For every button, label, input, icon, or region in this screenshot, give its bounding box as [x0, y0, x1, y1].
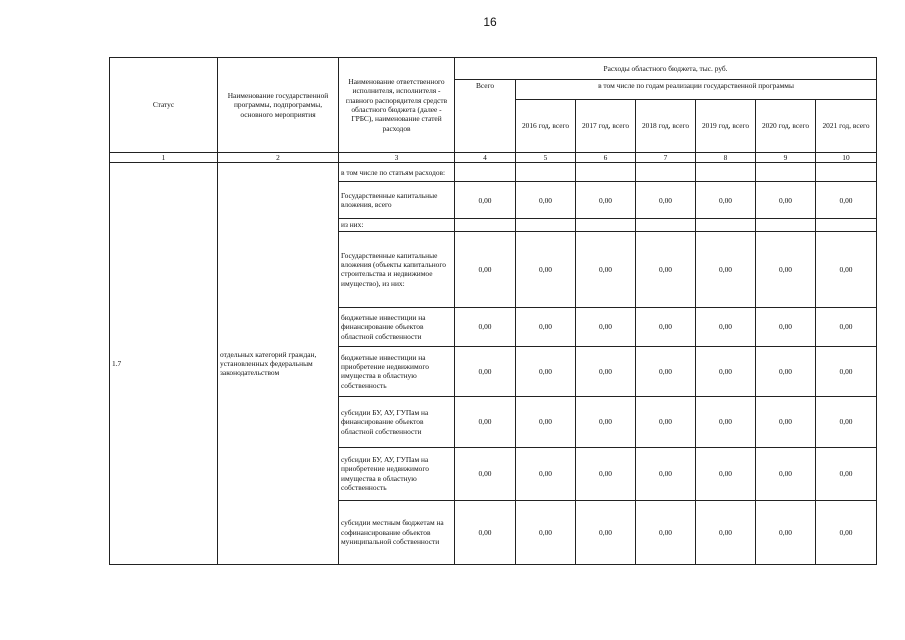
header-responsible: Наименование ответственного исполнителя, исполнителя - главного распорядителя средств областного бюджета (далее - ГРБС), наименование статей расходов — [339, 58, 455, 153]
column-number: 1 — [110, 153, 218, 163]
row-value-2019 — [696, 219, 756, 231]
row-value-2016: 0,00 — [516, 307, 576, 346]
row-value-2018 — [636, 219, 696, 231]
column-number: 3 — [339, 153, 455, 163]
row-value-2017 — [576, 163, 636, 182]
table-row — [110, 163, 877, 182]
row-value-total — [455, 163, 516, 182]
row-value-total: 0,00 — [455, 182, 516, 219]
column-number: 9 — [756, 153, 816, 163]
row-value-total: 0,00 — [455, 231, 516, 307]
row-label: Государственные капитальные вложения, всего — [339, 182, 455, 219]
column-number: 7 — [636, 153, 696, 163]
row-value-2018: 0,00 — [636, 396, 696, 447]
row-value-2020: 0,00 — [756, 231, 816, 307]
row-value-2021: 0,00 — [816, 447, 877, 500]
row-value-2017: 0,00 — [576, 182, 636, 219]
row-value-2021: 0,00 — [816, 396, 877, 447]
row-value-2017: 0,00 — [576, 447, 636, 500]
row-value-total: 0,00 — [455, 500, 516, 564]
row-value-2016: 0,00 — [516, 182, 576, 219]
header-total: Всего — [455, 80, 516, 153]
header-years-group: в том числе по годам реализации государственной программы — [516, 80, 877, 100]
row-value-2020: 0,00 — [756, 307, 816, 346]
column-number: 8 — [696, 153, 756, 163]
header-year-2016: 2016 год, всего — [516, 100, 576, 153]
header-year-2020: 2020 год, всего — [756, 100, 816, 153]
row-value-total: 0,00 — [455, 346, 516, 396]
header-year-2017: 2017 год, всего — [576, 100, 636, 153]
row-value-2021: 0,00 — [816, 231, 877, 307]
row-label: Государственные капитальные вложения (объекты капитального строительства и недвижимое имущество), из них: — [339, 231, 455, 307]
column-number: 2 — [218, 153, 339, 163]
row-value-2020: 0,00 — [756, 447, 816, 500]
row-value-2020: 0,00 — [756, 500, 816, 564]
row-value-2018: 0,00 — [636, 307, 696, 346]
row-value-2019: 0,00 — [696, 500, 756, 564]
row-value-2016: 0,00 — [516, 500, 576, 564]
row-value-2017: 0,00 — [576, 346, 636, 396]
row-value-total — [455, 219, 516, 231]
header-budget-group: Расходы областного бюджета, тыс. руб. — [455, 58, 877, 80]
row-label: в том числе по статьям расходов: — [339, 163, 455, 182]
row-value-2016 — [516, 219, 576, 231]
row-value-total: 0,00 — [455, 447, 516, 500]
row-value-2018 — [636, 163, 696, 182]
column-number: 4 — [455, 153, 516, 163]
page-number: 16 — [483, 15, 497, 29]
row-value-2020 — [756, 163, 816, 182]
row-value-2017: 0,00 — [576, 396, 636, 447]
block-name: отдельных категорий граждан, установленных федеральным законодательством — [218, 163, 339, 564]
row-value-2016: 0,00 — [516, 231, 576, 307]
column-numbers-row — [110, 153, 877, 163]
row-value-2018: 0,00 — [636, 182, 696, 219]
row-value-2019: 0,00 — [696, 231, 756, 307]
row-value-2021 — [816, 219, 877, 231]
row-label: субсидии местным бюджетам на софинансирование объектов муниципальной собственности — [339, 500, 455, 564]
row-value-2019: 0,00 — [696, 182, 756, 219]
row-value-2021: 0,00 — [816, 500, 877, 564]
column-number: 5 — [516, 153, 576, 163]
row-value-2019: 0,00 — [696, 346, 756, 396]
header-year-2021: 2021 год, всего — [816, 100, 877, 153]
row-value-2018: 0,00 — [636, 447, 696, 500]
row-value-2021 — [816, 163, 877, 182]
row-value-2019: 0,00 — [696, 396, 756, 447]
header-year-2018: 2018 год, всего — [636, 100, 696, 153]
row-value-2016: 0,00 — [516, 346, 576, 396]
row-value-2021: 0,00 — [816, 182, 877, 219]
column-number: 10 — [816, 153, 877, 163]
header-program-name: Наименование государственной программы, подпрограммы, основного мероприятия — [218, 58, 339, 153]
row-value-2019: 0,00 — [696, 307, 756, 346]
row-label: бюджетные инвестиции на финансирование объектов областной собственности — [339, 307, 455, 346]
row-value-2017 — [576, 219, 636, 231]
budget-table — [109, 57, 877, 565]
row-label: субсидии БУ, АУ, ГУПам на финансирование объектов областной собственности — [339, 396, 455, 447]
row-value-2020: 0,00 — [756, 346, 816, 396]
row-value-2020: 0,00 — [756, 396, 816, 447]
row-value-2020: 0,00 — [756, 182, 816, 219]
row-value-2018: 0,00 — [636, 231, 696, 307]
row-label: из них: — [339, 219, 455, 231]
row-value-2019 — [696, 163, 756, 182]
row-value-2018: 0,00 — [636, 500, 696, 564]
row-value-2021: 0,00 — [816, 346, 877, 396]
row-value-total: 0,00 — [455, 307, 516, 346]
row-label: бюджетные инвестиции на приобретение недвижимого имущества в областную собственность — [339, 346, 455, 396]
column-number: 6 — [576, 153, 636, 163]
row-value-2017: 0,00 — [576, 307, 636, 346]
row-value-2017: 0,00 — [576, 500, 636, 564]
row-value-total: 0,00 — [455, 396, 516, 447]
block-status: 1.7 — [110, 163, 218, 564]
row-value-2016: 0,00 — [516, 396, 576, 447]
row-value-2016: 0,00 — [516, 447, 576, 500]
row-value-2021: 0,00 — [816, 307, 877, 346]
header-year-2019: 2019 год, всего — [696, 100, 756, 153]
row-value-2019: 0,00 — [696, 447, 756, 500]
row-value-2018: 0,00 — [636, 346, 696, 396]
header-status: Статус — [110, 58, 218, 153]
row-value-2020 — [756, 219, 816, 231]
row-value-2017: 0,00 — [576, 231, 636, 307]
row-value-2016 — [516, 163, 576, 182]
row-label: субсидии БУ, АУ, ГУПам на приобретение недвижимого имущества в областную собственность — [339, 447, 455, 500]
